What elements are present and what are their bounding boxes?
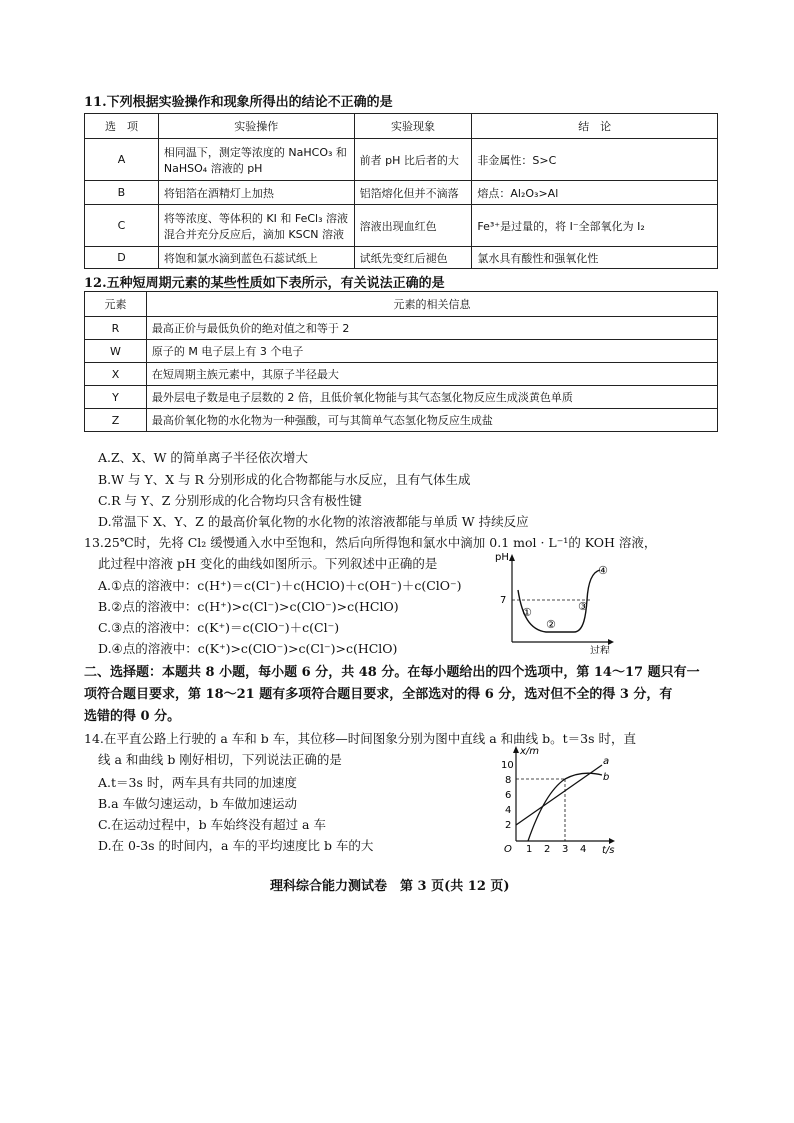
q12-info: 最外层电子数是电子层数的 2 倍，且低价氧化物能与其气态氢化物反应生成淡黄色单质: [146, 386, 717, 409]
q13-stem-line1: 13.25℃时，先将 Cl₂ 缓慢通入水中至饱和，然后向所得饱和氯水中滴加 0.1 mol · L⁻¹的 KOH 溶液，: [84, 535, 657, 550]
q14-option-d: D.在 0-3s 的时间内，a 车的平均速度比 b 车的大: [98, 838, 374, 853]
q12-option-c: C.R 与 Y、Z 分别形成的化合物均只含有极性键: [98, 493, 362, 508]
q14-line-a: [516, 765, 602, 825]
q11-option: B: [85, 181, 159, 205]
q11-header-operation: 实验操作: [158, 114, 354, 139]
question-12-title: 12.五种短周期元素的某些性质如下表所示，有关说法正确的是: [84, 276, 445, 291]
q12-info: 最高价氧化物的水化物为一种强酸，可与其简单气态氢化物反应生成盐: [146, 409, 717, 432]
q13-y-label: pH: [495, 552, 509, 563]
table-row: [85, 340, 718, 363]
q13-point-3: ③: [578, 600, 588, 613]
q11-header-conclusion: 结 论: [472, 114, 718, 139]
q11-operation: 将饱和氯水滴到蓝色石蕊试纸上: [158, 247, 354, 269]
q14-ytick-6: 6: [505, 790, 512, 801]
q13-y-arrow: [509, 554, 515, 561]
q14-ytick-10: 10: [501, 760, 514, 771]
q12-element: X: [85, 363, 147, 386]
q12-element: Z: [85, 409, 147, 432]
q12-element: R: [85, 317, 147, 340]
q14-stem-line1: 14.在平直公路上行驶的 a 车和 b 车，其位移—时间图象分别为图中直线 a 和曲线 b。t＝3s 时，直: [84, 731, 636, 746]
q12-element: Y: [85, 386, 147, 409]
table-row: [85, 386, 718, 409]
q13-seven-label: 7: [500, 595, 507, 606]
table-row: [85, 205, 718, 247]
q13-ph-graph: [494, 544, 619, 654]
table-row: [85, 317, 718, 340]
q12-header-element: 元素: [85, 292, 147, 317]
q14-option-b: B.a 车做匀速运动，b 车做加速运动: [98, 796, 298, 811]
q13-x-label: 过程: [590, 646, 610, 654]
q13-option-a: A.①点的溶液中：c(H⁺)＝c(Cl⁻)＋c(HClO)＋c(OH⁻)＋c(ClO⁻): [98, 578, 462, 593]
q13-option-d: D.④点的溶液中：c(K⁺)>c(ClO⁻)>c(Cl⁻)>c(HClO): [98, 641, 398, 656]
q11-header-option: 选 项: [85, 114, 159, 139]
q11-header-phenomenon: 实验现象: [354, 114, 472, 139]
q11-conclusion: 非金属性：S>C: [472, 139, 718, 181]
q14-ytick-2: 2: [505, 820, 512, 831]
q14-xtick-4: 4: [580, 844, 587, 855]
q14-xtick-1: 1: [526, 844, 533, 855]
q14-label-a: a: [603, 756, 610, 767]
q13-option-c: C.③点的溶液中：c(K⁺)＝c(ClO⁻)＋c(Cl⁻): [98, 620, 340, 635]
q12-table-header: [85, 292, 718, 317]
q14-t-arrow: [609, 838, 615, 844]
q14-ytick-8: 8: [505, 775, 512, 786]
q12-header-info: 元素的相关信息: [146, 292, 717, 317]
q12-info: 在短周期主族元素中，其原子半径最大: [146, 363, 717, 386]
q14-y-label: x/m: [520, 746, 540, 757]
q11-operation: 将等浓度、等体积的 KI 和 FeCl₃ 溶液混合并充分反应后，滴加 KSCN 溶液: [158, 205, 354, 247]
q12-option-a: A.Z、X、W 的简单离子半径依次增大: [98, 450, 308, 465]
q11-option: C: [85, 205, 159, 247]
section-2-line1: 二、选择题：本题共 8 小题，每小题 6 分，共 48 分。在每小题给出的四个选项中，第 14～17 题只有一: [84, 665, 700, 680]
section-2-line3: 选错的得 0 分。: [84, 709, 181, 724]
q11-option: A: [85, 139, 159, 181]
page-footer: 理科综合能力测试卷 第 3 页(共 12 页): [270, 879, 510, 894]
q12-info: 原子的 M 电子层上有 3 个电子: [146, 340, 717, 363]
q14-stem-line2: 线 a 和曲线 b 刚好相切，下列说法正确的是: [98, 752, 342, 767]
q11-phenomenon: 铝箔熔化但并不滴落: [354, 181, 472, 205]
q12-info: 最高正价与最低负价的绝对值之和等于 2: [146, 317, 717, 340]
q14-option-c: C.在运动过程中，b 车始终没有超过 a 车: [98, 817, 326, 832]
q13-point-4: ④: [598, 564, 608, 577]
q11-table-header: [85, 114, 718, 139]
q12-element: W: [85, 340, 147, 363]
q11-phenomenon: 试纸先变红后褪色: [354, 247, 472, 269]
q11-phenomenon: 溶液出现血红色: [354, 205, 472, 247]
q12-table: [84, 291, 718, 432]
q13-point-1: ①: [522, 606, 532, 619]
q14-option-a: A.t＝3s 时，两车具有共同的加速度: [98, 775, 297, 790]
q11-conclusion: 熔点：Al₂O₃>Al: [472, 181, 718, 205]
q14-xt-graph: [498, 744, 620, 856]
question-11-title: 11.下列根据实验操作和现象所得出的结论不正确的是: [84, 95, 393, 110]
q14-origin: O: [504, 844, 512, 855]
q11-operation: 相同温下，测定等浓度的 NaHCO₃ 和 NaHSO₄ 溶液的 pH: [158, 139, 354, 181]
q14-xtick-3: 3: [562, 844, 569, 855]
q13-point-2: ②: [546, 618, 556, 631]
q13-stem-line2: 此过程中溶液 pH 变化的曲线如图所示。下列叙述中正确的是: [98, 556, 438, 571]
q11-option: D: [85, 247, 159, 269]
table-row: [85, 409, 718, 432]
q14-x-label: t/s: [602, 845, 615, 856]
q11-table: [84, 113, 718, 269]
q12-option-b: B.W 与 Y、X 与 R 分别形成的化合物都能与水反应，且有气体生成: [98, 472, 471, 487]
q14-ytick-4: 4: [505, 805, 512, 816]
q11-phenomenon: 前者 pH 比后者的大: [354, 139, 472, 181]
q13-x-arrow: [608, 639, 614, 645]
q12-option-d: D.常温下 X、Y、Z 的最高价氧化物的水化物的浓溶液都能与单质 W 持续反应: [98, 514, 529, 529]
table-row: [85, 247, 718, 269]
q14-xtick-2: 2: [544, 844, 551, 855]
q14-label-b: b: [603, 772, 610, 783]
q13-option-b: B.②点的溶液中：c(H⁺)>c(Cl⁻)>c(ClO⁻)>c(HClO): [98, 599, 399, 614]
q11-operation: 将铝箔在酒精灯上加热: [158, 181, 354, 205]
table-row: [85, 139, 718, 181]
q11-conclusion: 氯水具有酸性和强氧化性: [472, 247, 718, 269]
q14-x-arrow: [513, 746, 519, 753]
table-row: [85, 181, 718, 205]
q11-conclusion: Fe³⁺是过量的，将 I⁻全部氧化为 I₂: [472, 205, 718, 247]
section-2-line2: 项符合题目要求，第 18～21 题有多项符合题目要求，全部选对的得 6 分，选对但不全的得 3 分，有: [84, 687, 673, 702]
table-row: [85, 363, 718, 386]
